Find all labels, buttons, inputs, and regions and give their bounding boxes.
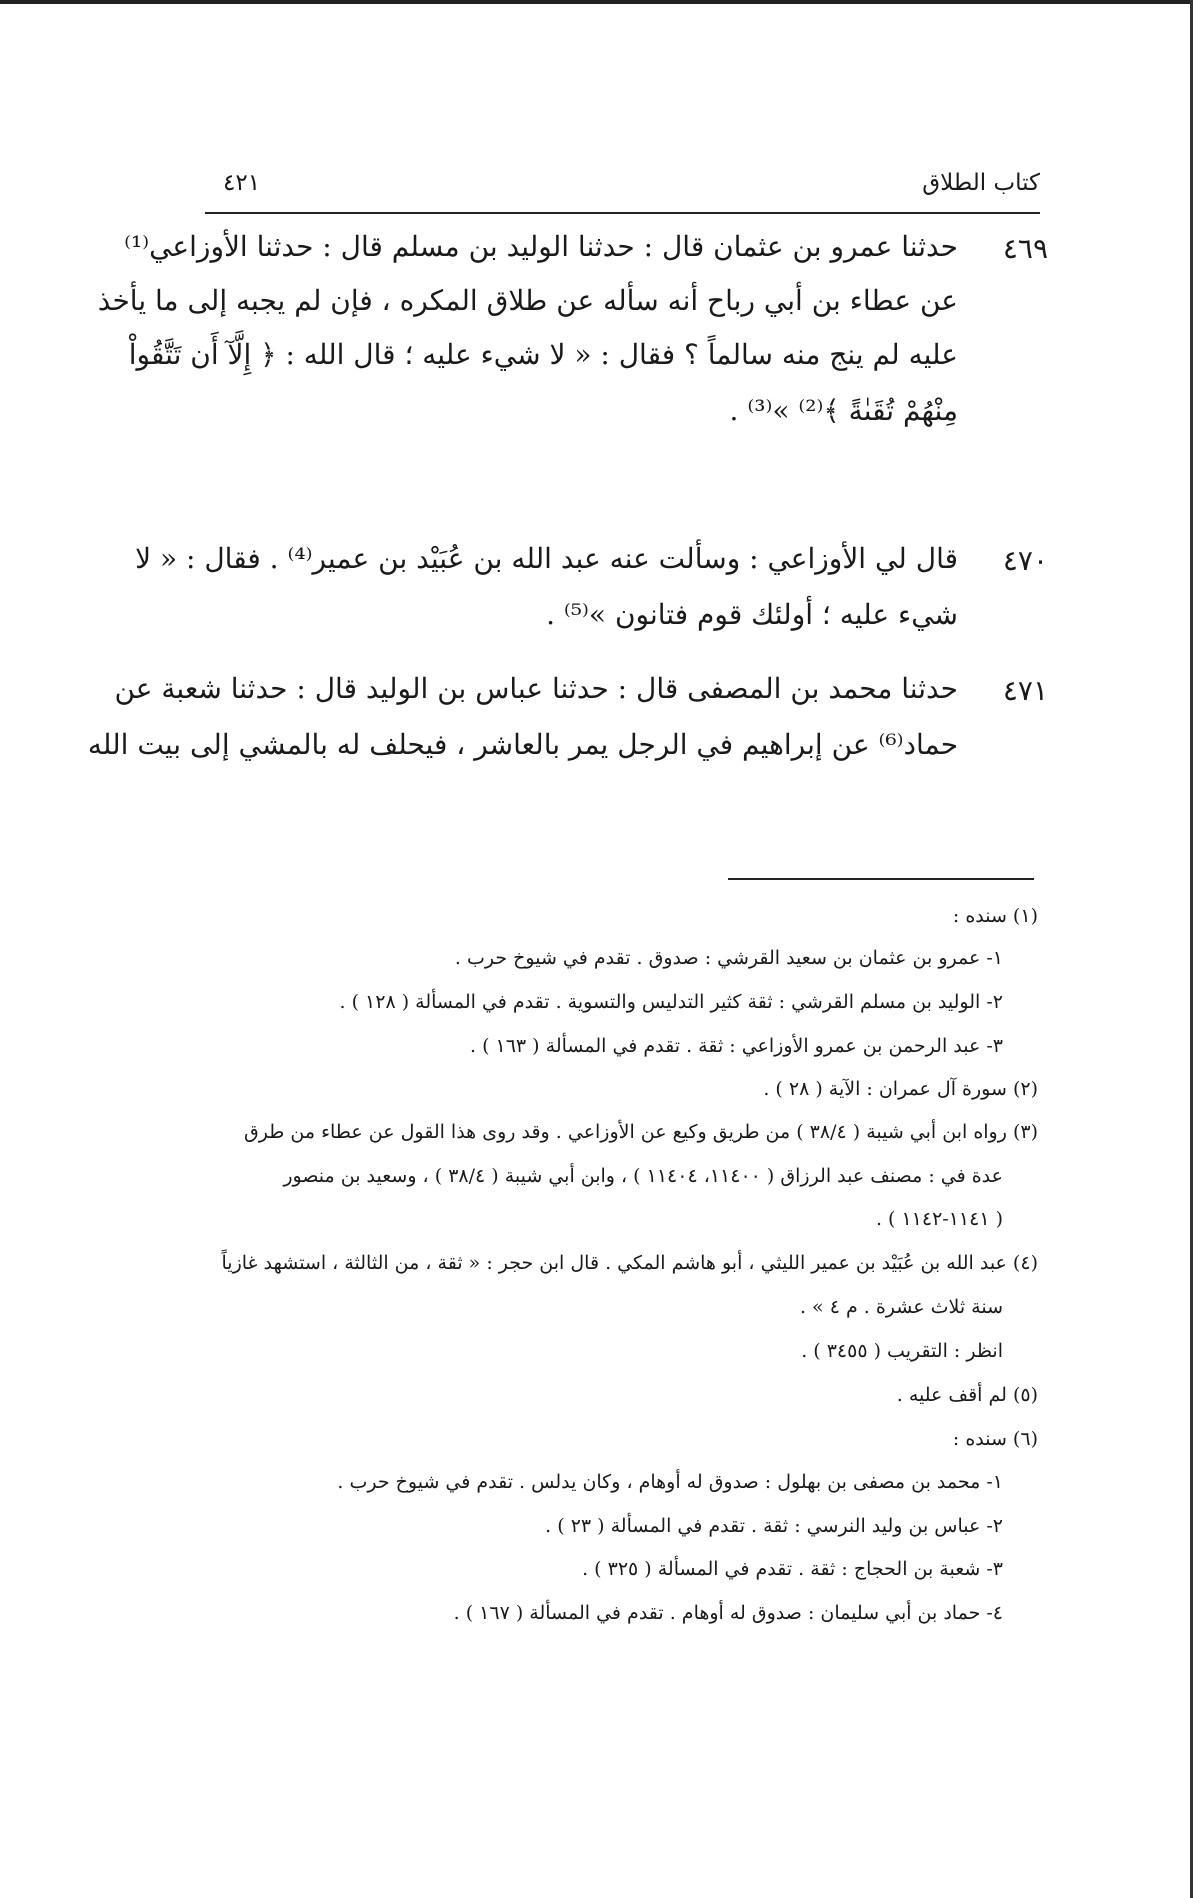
header-rule [205, 212, 1040, 214]
paragraph-line: حدثنا عمرو بن عثمان قال : حدثنا الوليد بن مسلم قال : حدثنا الأوزاعي⁽¹⁾ [124, 230, 958, 263]
footnote-line: (٣) رواه ابن أبي شيبة ( ٣٨/٤ ) من طريق وكيع عن الأوزاعي . وقد روى هذا القول عن عطاء من طرق [244, 1121, 1038, 1143]
paragraph-line: حماد⁽⁶⁾ عن إبراهيم في الرجل يمر بالعاشر ، فيحلف له بالمشي إلى بيت الله [87, 728, 958, 761]
paragraph-line: شيء عليه ؛ أولئك قوم فتانون »⁽⁵⁾ . [546, 598, 958, 631]
footnote-line: ( ١١٤١-١١٤٢ ) . [875, 1208, 1003, 1230]
paragraph-470 [135, 542, 1048, 652]
paragraph-line: قال لي الأوزاعي : وسألت عنه عبد الله بن عُبَيْد بن عمير⁽⁴⁾ . فقال : « لا [135, 542, 958, 575]
footnote-line: (١) سنده : [952, 905, 1038, 927]
footnote-separator [728, 878, 1034, 880]
footnote-line: ٤- حماد بن أبي سليمان : صدوق له أوهام . تقدم في المسألة ( ١٦٧ ) . [453, 1602, 1003, 1624]
footnote-line: (٢) سورة آل عمران : الآية ( ٢٨ ) . [763, 1078, 1038, 1100]
paragraph-line: حدثنا محمد بن المصفى قال : حدثنا عباس بن الوليد قال : حدثنا شعبة عن [114, 672, 958, 705]
paragraph-number: ٤٦٩ [1002, 232, 1048, 265]
footnote-line: (٦) سنده : [952, 1428, 1038, 1450]
paragraph-number: ٤٧١ [1002, 674, 1048, 707]
paragraph-469 [97, 230, 1048, 450]
footnote-line: (٤) عبد الله بن عُبَيْد بن عمير الليثي ، أبو هاشم المكي . قال ابن حجر : « ثقة ، من الثالثة ، استشهد غازياً [221, 1252, 1038, 1274]
footnote-line: ٢- عباس بن وليد النرسي : ثقة . تقدم في المسألة ( ٢٣ ) . [545, 1515, 1003, 1537]
paragraph-line: مِنْهُمْ تُقَىٰةً ﴾⁽²⁾ »⁽³⁾ . [729, 394, 958, 427]
footnote-line: عدة في : مصنف عبد الرزاق ( ١١٤٠٠، ١١٤٠٤ ) ، وابن أبي شيبة ( ٣٨/٤ ) ، وسعيد بن منصور [283, 1165, 1003, 1187]
footnote-line: انظر : التقريب ( ٣٤٥٥ ) . [801, 1340, 1003, 1362]
paragraph-number: ٤٧٠ [1002, 544, 1048, 577]
footnote-line: (٥) لم أقف عليه . [896, 1384, 1038, 1406]
book-title: كتاب الطلاق [922, 170, 1040, 196]
footnote-line: سنة ثلاث عشرة . م ٤ » . [799, 1296, 1003, 1318]
footnote-line: ٢- الوليد بن مسلم القرشي : ثقة كثير التدليس والتسوية . تقدم في المسألة ( ١٢٨ ) . [339, 991, 1003, 1013]
paragraph-471 [87, 672, 1048, 782]
footnote-line: ١- محمد بن مصفى بن بهلول : صدوق له أوهام ، وكان يدلس . تقدم في شيوخ حرب . [337, 1471, 1003, 1493]
footnote-line: ٣- شعبة بن الحجاج : ثقة . تقدم في المسألة ( ٣٢٥ ) . [582, 1558, 1003, 1580]
page-number: ٤٢١ [223, 170, 261, 196]
paragraph-line: عليه لم ينج منه سالماً ؟ فقال : « لا شيء عليه ؛ قال الله : ﴿ إِلَّآ أَن تَتَّقُواْ [128, 338, 958, 371]
footnote-line: ٣- عبد الرحمن بن عمرو الأوزاعي : ثقة . تقدم في المسألة ( ١٦٣ ) . [469, 1035, 1003, 1057]
paragraph-line: عن عطاء بن أبي رباح أنه سأله عن طلاق المكره ، فإن لم يجبه إلى ما يأخذ [97, 284, 958, 317]
running-header [205, 170, 1040, 210]
top-border-line [0, 0, 1193, 4]
footnote-line: ١- عمرو بن عثمان بن سعيد القرشي : صدوق . تقدم في شيوخ حرب . [454, 947, 1003, 969]
